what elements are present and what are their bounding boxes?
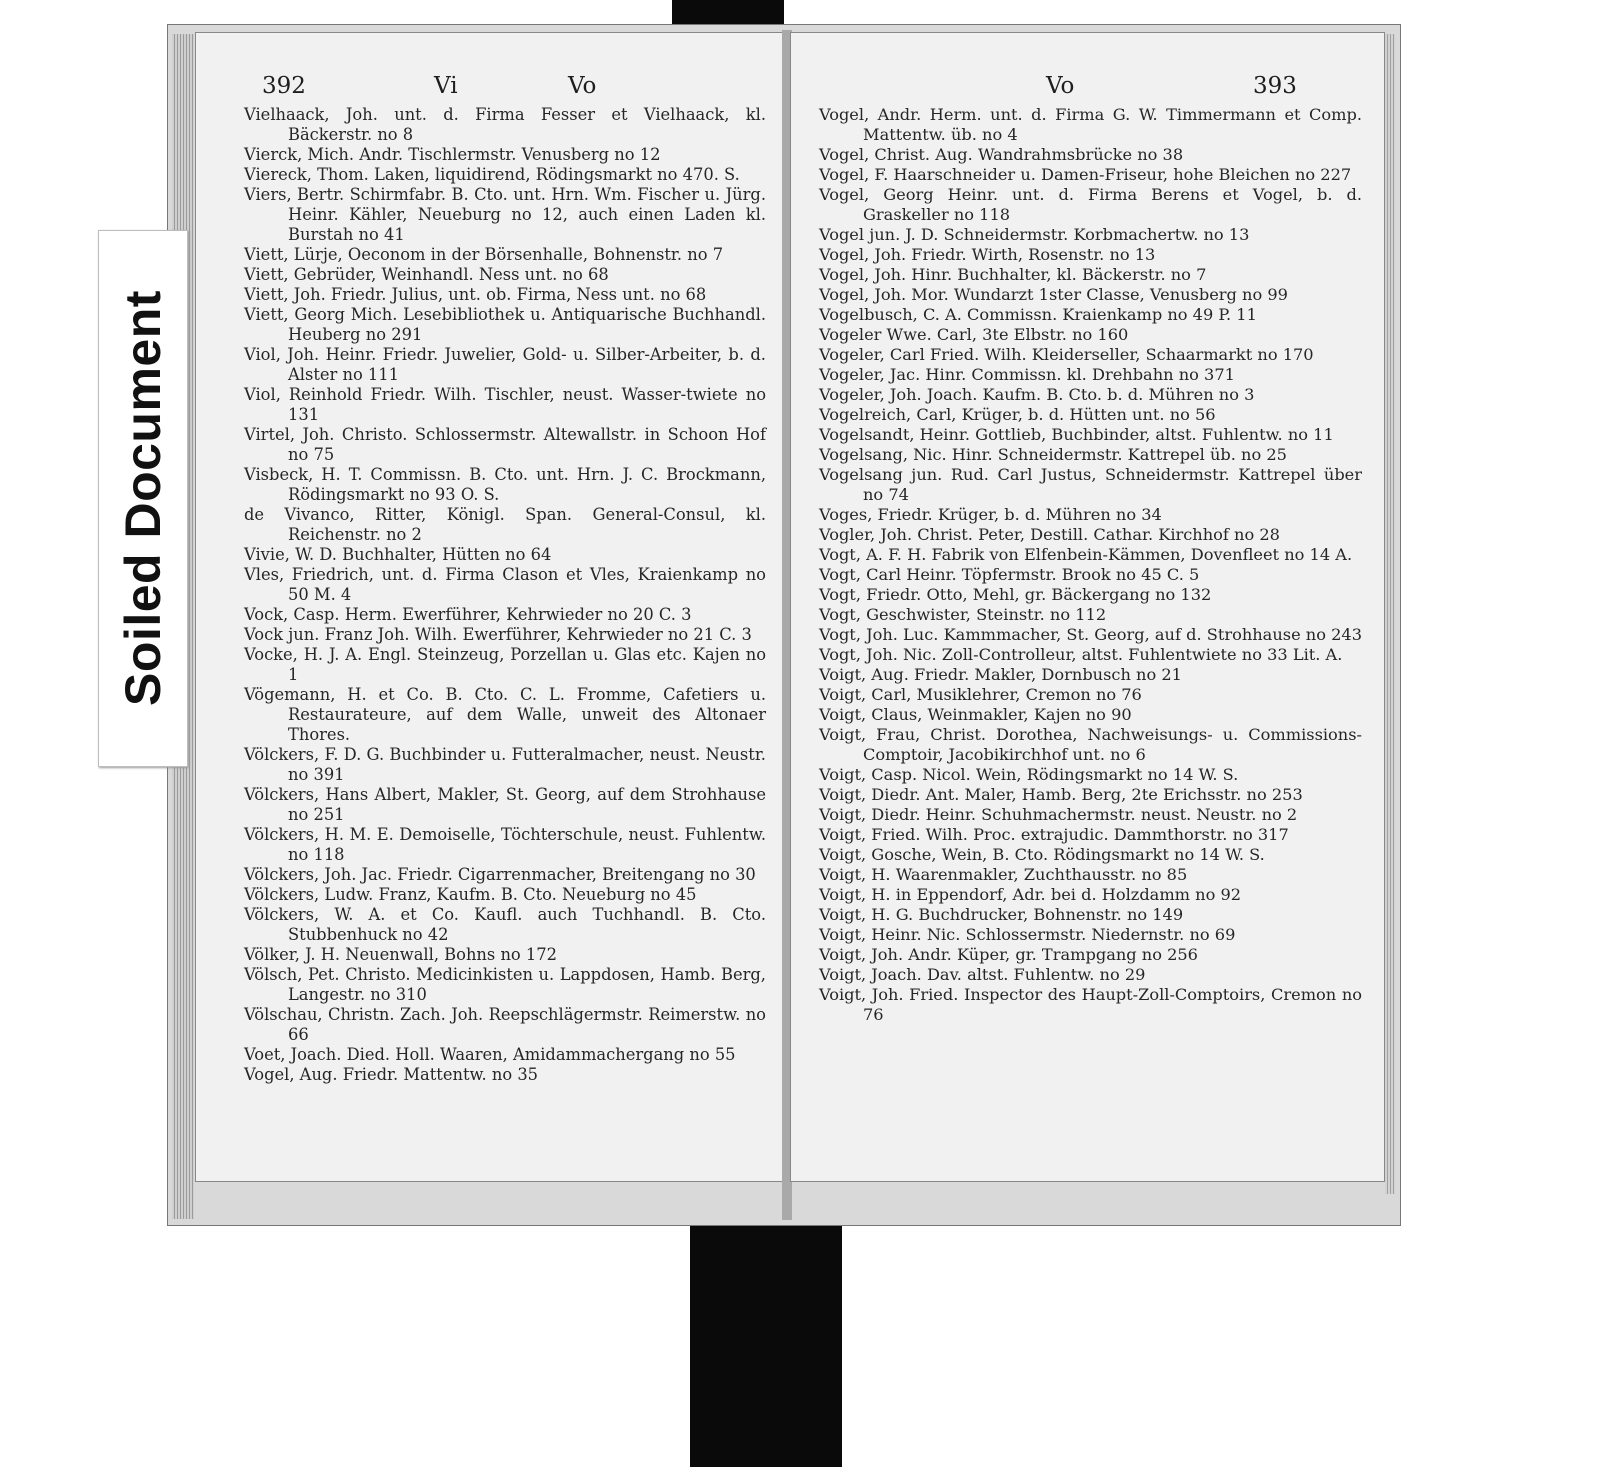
directory-entry: Vogel, Aug. Friedr. Mattentw. no 35 <box>244 1065 539 1084</box>
directory-entry: Völckers, H. M. E. Demoiselle, Töchterschule, neust. Fuhlentw. no 118 <box>244 825 766 864</box>
directory-entry: Voigt, Aug. Friedr. Makler, Dornbusch no 21 <box>819 665 1182 684</box>
directory-entry: Voigt, Frau, Christ. Dorothea, Nachweisungs- u. Commissions-Comptoir, Jacobikirchhof unt. no 6 <box>819 725 1362 764</box>
right-entry-list <box>819 105 1362 1025</box>
directory-entry: Vogelsang jun. Rud. Carl Justus, Schneidermstr. Kattrepel über no 74 <box>819 465 1362 504</box>
directory-entry: Viers, Bertr. Schirmfabr. B. Cto. unt. Hrn. Wm. Fischer u. Jürg. Heinr. Kähler, Neueburg no 12, auch einen Laden kl. Burstah no 41 <box>244 185 766 244</box>
directory-entry: Völckers, W. A. et Co. Kaufl. auch Tuchhandl. B. Cto. Stubbenhuck no 42 <box>244 905 766 944</box>
soiled-document-text: Soiled Document <box>115 290 171 706</box>
directory-entry: Voigt, Carl, Musiklehrer, Cremon no 76 <box>819 685 1142 704</box>
directory-entry: Vogeler, Carl Fried. Wilh. Kleiderseller, Schaarmarkt no 170 <box>819 345 1314 364</box>
directory-entry: Viol, Reinhold Friedr. Wilh. Tischler, neust. Wasser-twiete no 131 <box>244 385 766 424</box>
directory-entry: Vogt, Geschwister, Steinstr. no 112 <box>819 605 1107 624</box>
directory-entry: Voigt, H. G. Buchdrucker, Bohnenstr. no 149 <box>819 905 1184 924</box>
directory-entry: Viereck, Thom. Laken, liquidirend, Rödingsmarkt no 470. S. <box>244 165 740 184</box>
directory-entry: Vogler, Joh. Christ. Peter, Destill. Cathar. Kirchhof no 28 <box>819 525 1280 544</box>
left-page <box>195 32 785 1182</box>
directory-entry: Voigt, Heinr. Nic. Schlossermstr. Niedernstr. no 69 <box>819 925 1236 944</box>
directory-entry: Vogelreich, Carl, Krüger, b. d. Hütten unt. no 56 <box>819 405 1216 424</box>
directory-entry: Voigt, Diedr. Heinr. Schuhmachermstr. neust. Neustr. no 2 <box>819 805 1298 824</box>
directory-entry: Vogt, Carl Heinr. Töpfermstr. Brook no 45 C. 5 <box>819 565 1200 584</box>
directory-entry: Vivie, W. D. Buchhalter, Hütten no 64 <box>244 545 552 564</box>
directory-entry: Voigt, Casp. Nicol. Wein, Rödingsmarkt no 14 W. S. <box>819 765 1239 784</box>
directory-entry: Viett, Georg Mich. Lesebibliothek u. Antiquarische Buchhandl. Heuberg no 291 <box>244 305 766 344</box>
directory-entry: Vock, Casp. Herm. Ewerführer, Kehrwieder no 20 C. 3 <box>244 605 692 624</box>
directory-entry: Voigt, Fried. Wilh. Proc. extrajudic. Dammthorstr. no 317 <box>819 825 1289 844</box>
left-running-head-2: Vo <box>568 73 597 99</box>
directory-entry: Vock jun. Franz Joh. Wilh. Ewerführer, Kehrwieder no 21 C. 3 <box>244 625 752 644</box>
directory-entry: Voigt, H. in Eppendorf, Adr. bei d. Holzdamm no 92 <box>819 885 1242 904</box>
directory-entry: Voigt, Diedr. Ant. Maler, Hamb. Berg, 2te Erichsstr. no 253 <box>819 785 1303 804</box>
directory-entry: Voigt, Claus, Weinmakler, Kajen no 90 <box>819 705 1132 724</box>
directory-entry: Viett, Joh. Friedr. Julius, unt. ob. Firma, Ness unt. no 68 <box>244 285 707 304</box>
directory-entry: Völckers, Ludw. Franz, Kaufm. B. Cto. Neueburg no 45 <box>244 885 697 904</box>
directory-entry: Visbeck, H. T. Commissn. B. Cto. unt. Hrn. J. C. Brockmann, Rödingsmarkt no 93 O. S. <box>244 465 766 504</box>
directory-entry: Völsch, Pet. Christo. Medicinkisten u. Lappdosen, Hamb. Berg, Langestr. no 310 <box>244 965 766 1004</box>
page-edges-right <box>1385 34 1395 1194</box>
directory-entry: Voigt, Joh. Fried. Inspector des Haupt-Zoll-Comptoirs, Cremon no 76 <box>819 985 1362 1024</box>
directory-entry: Vogeler, Joh. Joach. Kaufm. B. Cto. b. d. Mühren no 3 <box>819 385 1255 404</box>
directory-entry: Vögemann, H. et Co. B. Cto. C. L. Fromme, Cafetiers u. Restaurateure, auf dem Walle, unweit des Altonaer Thores. <box>244 685 766 744</box>
directory-entry: Vogel, Joh. Mor. Wundarzt 1ster Classe, Venusberg no 99 <box>819 285 1288 304</box>
directory-entry: Voigt, Gosche, Wein, B. Cto. Rödingsmarkt no 14 W. S. <box>819 845 1265 864</box>
directory-entry: Voet, Joach. Died. Holl. Waaren, Amidammachergang no 55 <box>244 1045 736 1064</box>
directory-entry: Vocke, H. J. A. Engl. Steinzeug, Porzellan u. Glas etc. Kajen no 1 <box>244 645 766 684</box>
directory-entry: Vogel, Andr. Herm. unt. d. Firma G. W. Timmermann et Comp. Mattentw. üb. no 4 <box>819 105 1362 144</box>
left-entry-list <box>244 105 766 1085</box>
directory-entry: Völckers, F. D. G. Buchbinder u. Futteralmacher, neust. Neustr. no 391 <box>244 745 766 784</box>
directory-entry: Vogelsang, Nic. Hinr. Schneidermstr. Kattrepel üb. no 25 <box>819 445 1287 464</box>
directory-entry: Vierck, Mich. Andr. Tischlermstr. Venusberg no 12 <box>244 145 661 164</box>
right-page-number: 393 <box>1253 73 1297 99</box>
directory-entry: Vogt, A. F. H. Fabrik von Elfenbein-Kämmen, Dovenfleet no 14 A. <box>819 545 1353 564</box>
directory-entry: Vogel, Georg Heinr. unt. d. Firma Berens et Vogel, b. d. Graskeller no 118 <box>819 185 1362 224</box>
bottom-black-stripe <box>690 1218 842 1467</box>
directory-entry: Vielhaack, Joh. unt. d. Firma Fesser et Vielhaack, kl. Bäckerstr. no 8 <box>244 105 766 144</box>
directory-entry: Völker, J. H. Neuenwall, Bohns no 172 <box>244 945 557 964</box>
right-page <box>790 32 1385 1182</box>
directory-entry: Vogt, Friedr. Otto, Mehl, gr. Bäckergang no 132 <box>819 585 1212 604</box>
directory-entry: Vogel jun. J. D. Schneidermstr. Korbmachertw. no 13 <box>819 225 1250 244</box>
directory-entry: Völckers, Joh. Jac. Friedr. Cigarrenmacher, Breitengang no 30 <box>244 865 756 884</box>
directory-entry: Voigt, H. Waarenmakler, Zuchthausstr. no 85 <box>819 865 1188 884</box>
directory-entry: Vogeler, Jac. Hinr. Commissn. kl. Drehbahn no 371 <box>819 365 1235 384</box>
left-page-number: 392 <box>262 73 306 99</box>
directory-entry: Vogt, Joh. Luc. Kammmacher, St. Georg, auf d. Strohhause no 243 <box>819 625 1363 644</box>
directory-entry: Virtel, Joh. Christo. Schlossermstr. Altewallstr. in Schoon Hof no 75 <box>244 425 766 464</box>
directory-entry: Vogelsandt, Heinr. Gottlieb, Buchbinder, altst. Fuhlentw. no 11 <box>819 425 1334 444</box>
directory-entry: Völschau, Christn. Zach. Joh. Reepschlägermstr. Reimerstw. no 66 <box>244 1005 766 1044</box>
directory-entry: Vogelbusch, C. A. Commissn. Kraienkamp no 49 P. 11 <box>819 305 1257 324</box>
directory-entry: Voigt, Joh. Andr. Küper, gr. Trampgang no 256 <box>819 945 1198 964</box>
directory-entry: Vogeler Wwe. Carl, 3te Elbstr. no 160 <box>819 325 1129 344</box>
directory-entry: Vogel, Joh. Friedr. Wirth, Rosenstr. no 13 <box>819 245 1156 264</box>
directory-entry: Völckers, Hans Albert, Makler, St. Georg, auf dem Strohhause no 251 <box>244 785 766 824</box>
soiled-document-label <box>98 230 188 767</box>
directory-entry: Vogel, Joh. Hinr. Buchhalter, kl. Bäckerstr. no 7 <box>819 265 1207 284</box>
directory-entry: Voigt, Joach. Dav. altst. Fuhlentw. no 29 <box>819 965 1146 984</box>
directory-entry: Vogel, F. Haarschneider u. Damen-Friseur, hohe Bleichen no 227 <box>819 165 1352 184</box>
directory-entry: Viett, Lürje, Oeconom in der Börsenhalle, Bohnenstr. no 7 <box>244 245 724 264</box>
left-running-head-1: Vi <box>434 73 458 99</box>
directory-entry: Viol, Joh. Heinr. Friedr. Juwelier, Gold- u. Silber-Arbeiter, b. d. Alster no 111 <box>244 345 766 384</box>
directory-entry: Viett, Gebrüder, Weinhandl. Ness unt. no 68 <box>244 265 609 284</box>
right-running-head: Vo <box>1046 73 1075 99</box>
directory-entry: de Vivanco, Ritter, Königl. Span. General-Consul, kl. Reichenstr. no 2 <box>244 505 766 544</box>
directory-entry: Vogel, Christ. Aug. Wandrahmsbrücke no 38 <box>819 145 1184 164</box>
directory-entry: Vles, Friedrich, unt. d. Firma Clason et Vles, Kraienkamp no 50 M. 4 <box>244 565 766 604</box>
directory-entry: Voges, Friedr. Krüger, b. d. Mühren no 34 <box>819 505 1162 524</box>
directory-entry: Vogt, Joh. Nic. Zoll-Controlleur, altst. Fuhlentwiete no 33 Lit. A. <box>819 645 1343 664</box>
